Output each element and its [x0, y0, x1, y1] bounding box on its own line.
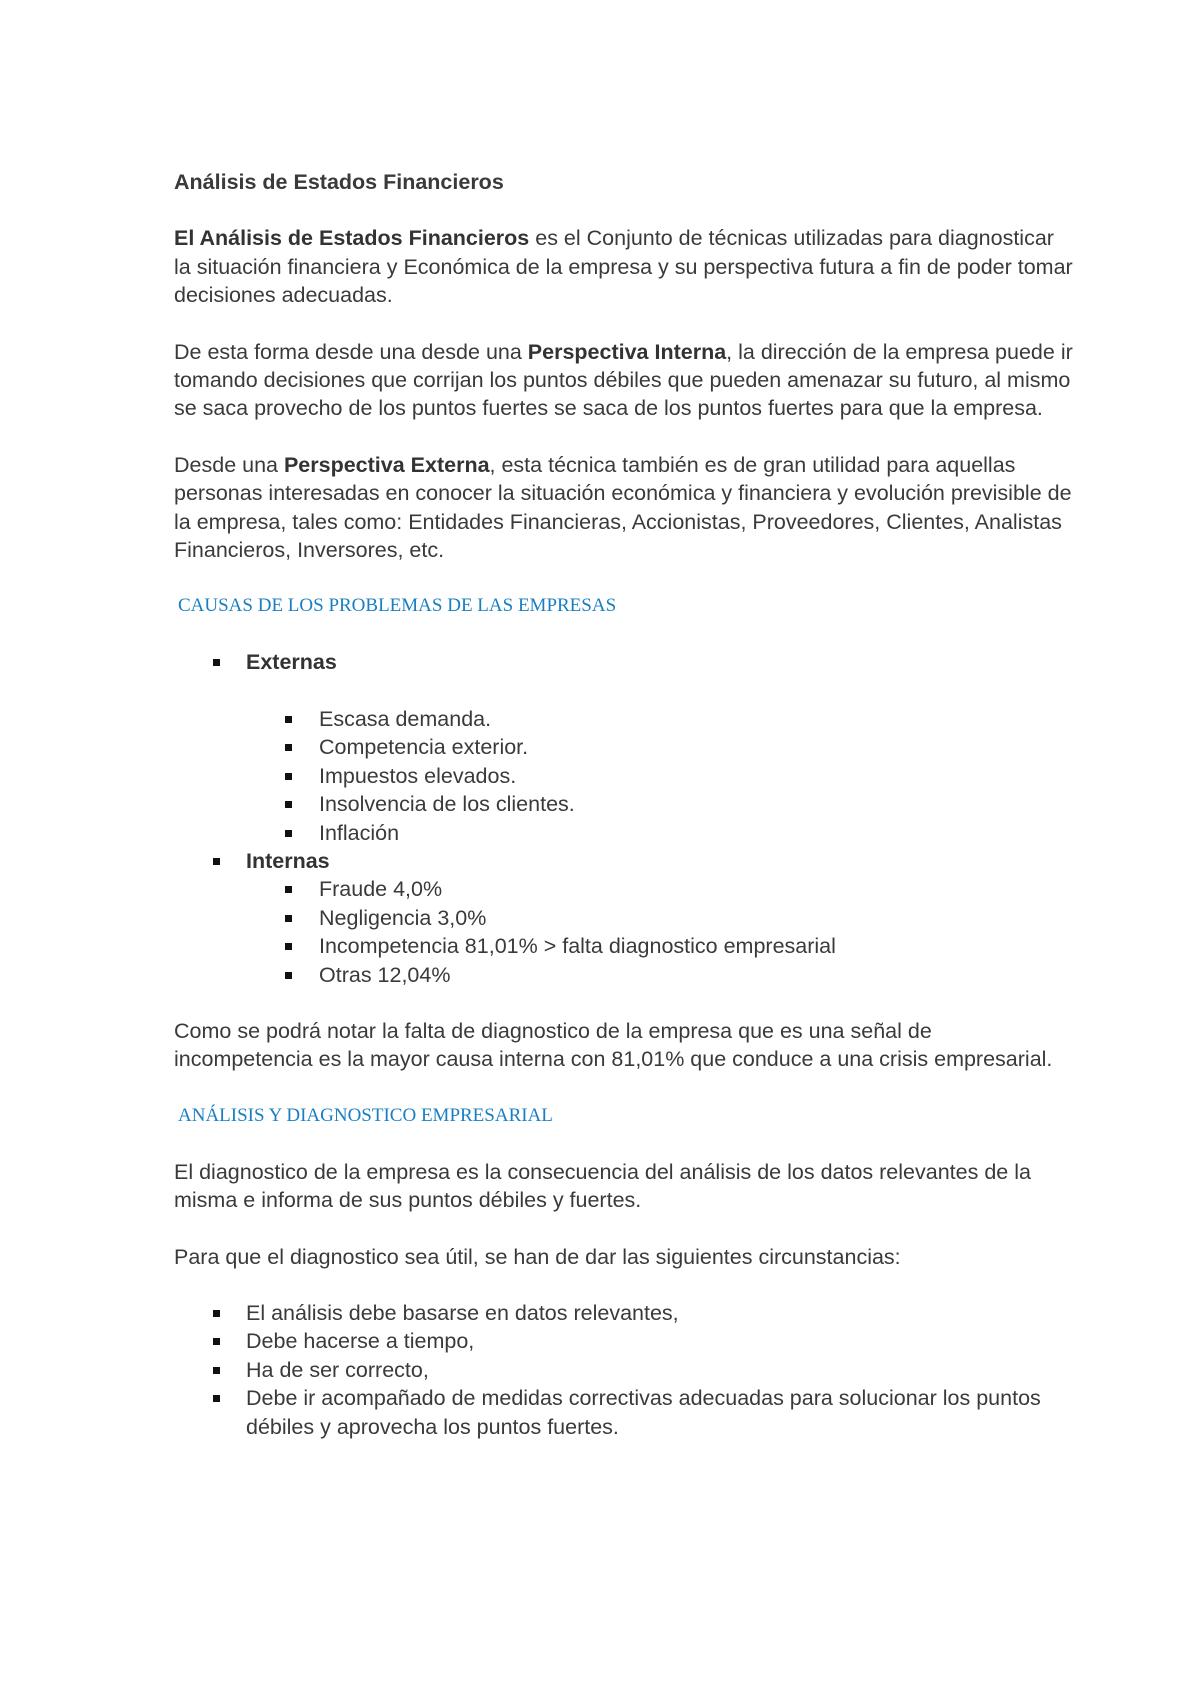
list-item-text: Insolvencia de los clientes. — [319, 792, 575, 817]
list-item — [174, 705, 1074, 733]
document-body — [174, 168, 1074, 1441]
bullet-icon — [213, 1310, 220, 1317]
internal-pre: De esta forma desde una desde una — [174, 339, 528, 364]
internal-causes-list — [174, 847, 1074, 989]
list-item-text: Ha de ser correcto, — [246, 1357, 429, 1382]
conclusion-paragraph: Como se podrá notar la falta de diagnostico de la empresa que es una señal de incompetencia es la mayor causa interna con 81,01% que conduce a una crisis empresarial. — [174, 1018, 1053, 1072]
internas-label: Internas — [246, 848, 330, 873]
bullet-icon — [213, 1395, 220, 1402]
list-item — [174, 961, 1074, 989]
list-item-text: Debe hacerse a tiempo, — [246, 1329, 475, 1354]
list-item-internas — [174, 847, 1074, 875]
externas-label: Externas — [246, 650, 337, 675]
list-item-text: Competencia exterior. — [319, 735, 529, 760]
list-item-text: Fraude 4,0% — [319, 877, 443, 902]
list-item-text: Escasa demanda. — [319, 706, 492, 731]
list-item-text: El análisis debe basarse en datos relevantes, — [246, 1300, 679, 1325]
bullet-icon — [213, 858, 220, 865]
internal-post: , la dirección de la empresa puede ir tomando decisiones que corrijan los puntos débiles que pueden amenazar su futuro, al mismo se saca provecho de los puntos fuertes se saca de los puntos fuertes para que la empresa. — [174, 339, 1073, 421]
list-item-text: Inflación — [319, 820, 400, 845]
external-post: , esta técnica también es de gran utilidad para aquellas personas interesadas en conocer la situación económica y financiera y evolución previsible de la empresa, tales como: Entidades Financieras, Accionistas, Proveedores, Clientes, Analistas Financieros, Inversores, etc. — [174, 452, 1072, 563]
conditions-intro: Para que el diagnostico sea útil, se han de dar las siguientes circunstancias: — [174, 1244, 901, 1269]
conditions-list — [174, 1299, 1074, 1441]
list-item — [174, 762, 1074, 790]
bullet-icon — [285, 830, 292, 837]
list-item-text: Negligencia 3,0% — [319, 905, 487, 930]
bullet-icon — [213, 659, 220, 666]
list-item-text: Incompetencia 81,01% > falta diagnostico empresarial — [319, 934, 836, 959]
list-item-externas — [174, 648, 1074, 676]
list-item-text: Otras 12,04% — [319, 962, 451, 987]
list-item — [174, 932, 1074, 960]
list-item — [174, 819, 1074, 847]
bullet-icon — [285, 915, 292, 922]
list-item — [174, 904, 1074, 932]
list-item — [174, 790, 1074, 818]
list-item — [174, 1299, 1074, 1327]
diagnosis-heading: ANÁLISIS Y DIAGNOSTICO EMPRESARIAL — [178, 1104, 553, 1126]
list-item — [174, 1356, 1074, 1384]
bullet-icon — [285, 801, 292, 808]
intro-bold: El Análisis de Estados Financieros — [174, 226, 530, 251]
document-title: Análisis de Estados Financieros — [174, 170, 504, 194]
diagnosis-paragraph: El diagnostico de la empresa es la consecuencia del análisis de los datos relevantes de la misma e informa de sus puntos débiles y fuertes. — [174, 1159, 1031, 1213]
list-item-text: Debe ir acompañado de medidas correctivas adecuadas para solucionar los puntos débiles y aprovecha los puntos fuertes. — [246, 1386, 1041, 1439]
bullet-icon — [285, 744, 292, 751]
bullet-icon — [285, 773, 292, 780]
bullet-icon — [285, 972, 292, 979]
list-item — [174, 1327, 1074, 1355]
external-causes-list — [174, 705, 1074, 847]
bullet-icon — [285, 943, 292, 950]
internal-bold: Perspectiva Interna — [527, 339, 727, 364]
bullet-icon — [285, 886, 292, 893]
causes-list — [174, 648, 1074, 676]
intro-paragraph — [174, 224, 1074, 309]
bullet-icon — [285, 716, 292, 723]
external-perspective-paragraph — [174, 451, 1074, 565]
list-item — [174, 1384, 1074, 1441]
intro-text: es el Conjunto de técnicas utilizadas para diagnosticar la situación financiera y Económica de la empresa y su perspectiva futura a fin de poder tomar decisiones adecuadas. — [174, 226, 1073, 308]
list-item — [174, 875, 1074, 903]
external-bold: Perspectiva Externa — [283, 452, 490, 477]
external-pre: Desde una — [174, 452, 284, 477]
internal-perspective-paragraph — [174, 338, 1074, 423]
list-item-text: Impuestos elevados. — [319, 763, 517, 788]
bullet-icon — [213, 1338, 220, 1345]
causes-heading: CAUSAS DE LOS PROBLEMAS DE LAS EMPRESAS — [178, 595, 617, 617]
bullet-icon — [213, 1367, 220, 1374]
list-item — [174, 733, 1074, 761]
